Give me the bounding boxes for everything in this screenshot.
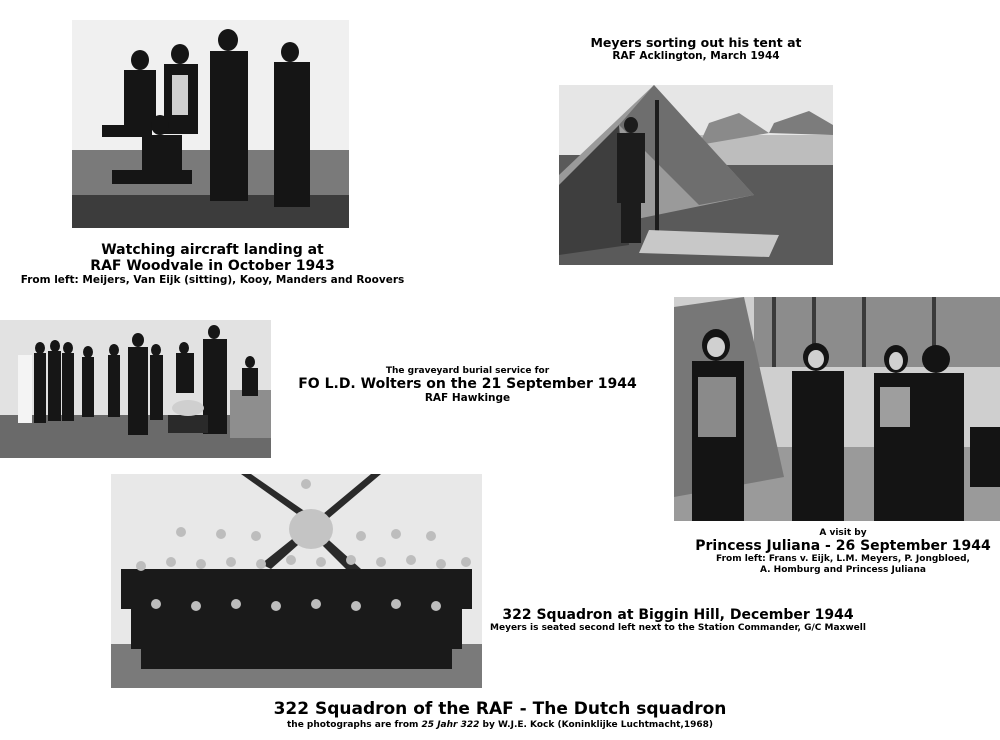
caption-burial-place: RAF Hawkinge [424, 392, 511, 405]
caption-biggin-hill-title: 322 Squadron at Biggin Hill, December 1944 [502, 607, 854, 623]
caption-biggin-hill [486, 607, 870, 633]
caption-acklington-place: RAF Acklington, March 1944 [612, 50, 780, 63]
caption-juliana-names-2: A. Homburg and Princess Juliana [760, 564, 926, 575]
photo-biggin-hill [111, 474, 482, 688]
footer [200, 700, 800, 730]
caption-juliana-title: Princess Juliana - 26 September 1944 [695, 538, 991, 555]
caption-woodvale [0, 242, 425, 286]
caption-acklington-title: Meyers sorting out his tent at [590, 35, 802, 50]
caption-woodvale-names: From left: Meijers, Van Eijk (sitting), Kooy, Manders and Roovers [20, 274, 405, 287]
caption-juliana [690, 528, 996, 575]
caption-juliana-intro: A visit by [819, 528, 867, 538]
footer-title: 322 Squadron of the RAF - The Dutch squadron [273, 699, 727, 719]
caption-woodvale-title: Watching aircraft landing at [101, 242, 324, 258]
footer-credit-pre: the photographs are from [286, 719, 422, 730]
caption-woodvale-place: RAF Woodvale in October 1943 [90, 258, 335, 275]
caption-acklington [559, 36, 833, 62]
caption-burial [290, 366, 645, 405]
caption-biggin-hill-note: Meyers is seated second left next to the Station Commander, G/C Maxwell [490, 623, 866, 634]
footer-credit-post: by W.J.E. Kock (Koninklijke Luchtmacht,1968) [479, 719, 714, 730]
photo-juliana [674, 297, 1000, 521]
caption-burial-title: FO L.D. Wolters on the 21 September 1944 [298, 376, 637, 393]
footer-credit-book: 25 Jahr 322 [421, 719, 480, 730]
caption-burial-intro: The graveyard burial service for [385, 366, 550, 376]
photo-burial [0, 320, 271, 458]
photo-acklington [559, 85, 833, 265]
caption-juliana-names-1: From left: Frans v. Eijk, L.M. Meyers, P. Jongbloed, [716, 554, 970, 565]
photo-woodvale [72, 20, 349, 228]
footer-credit [200, 720, 800, 730]
